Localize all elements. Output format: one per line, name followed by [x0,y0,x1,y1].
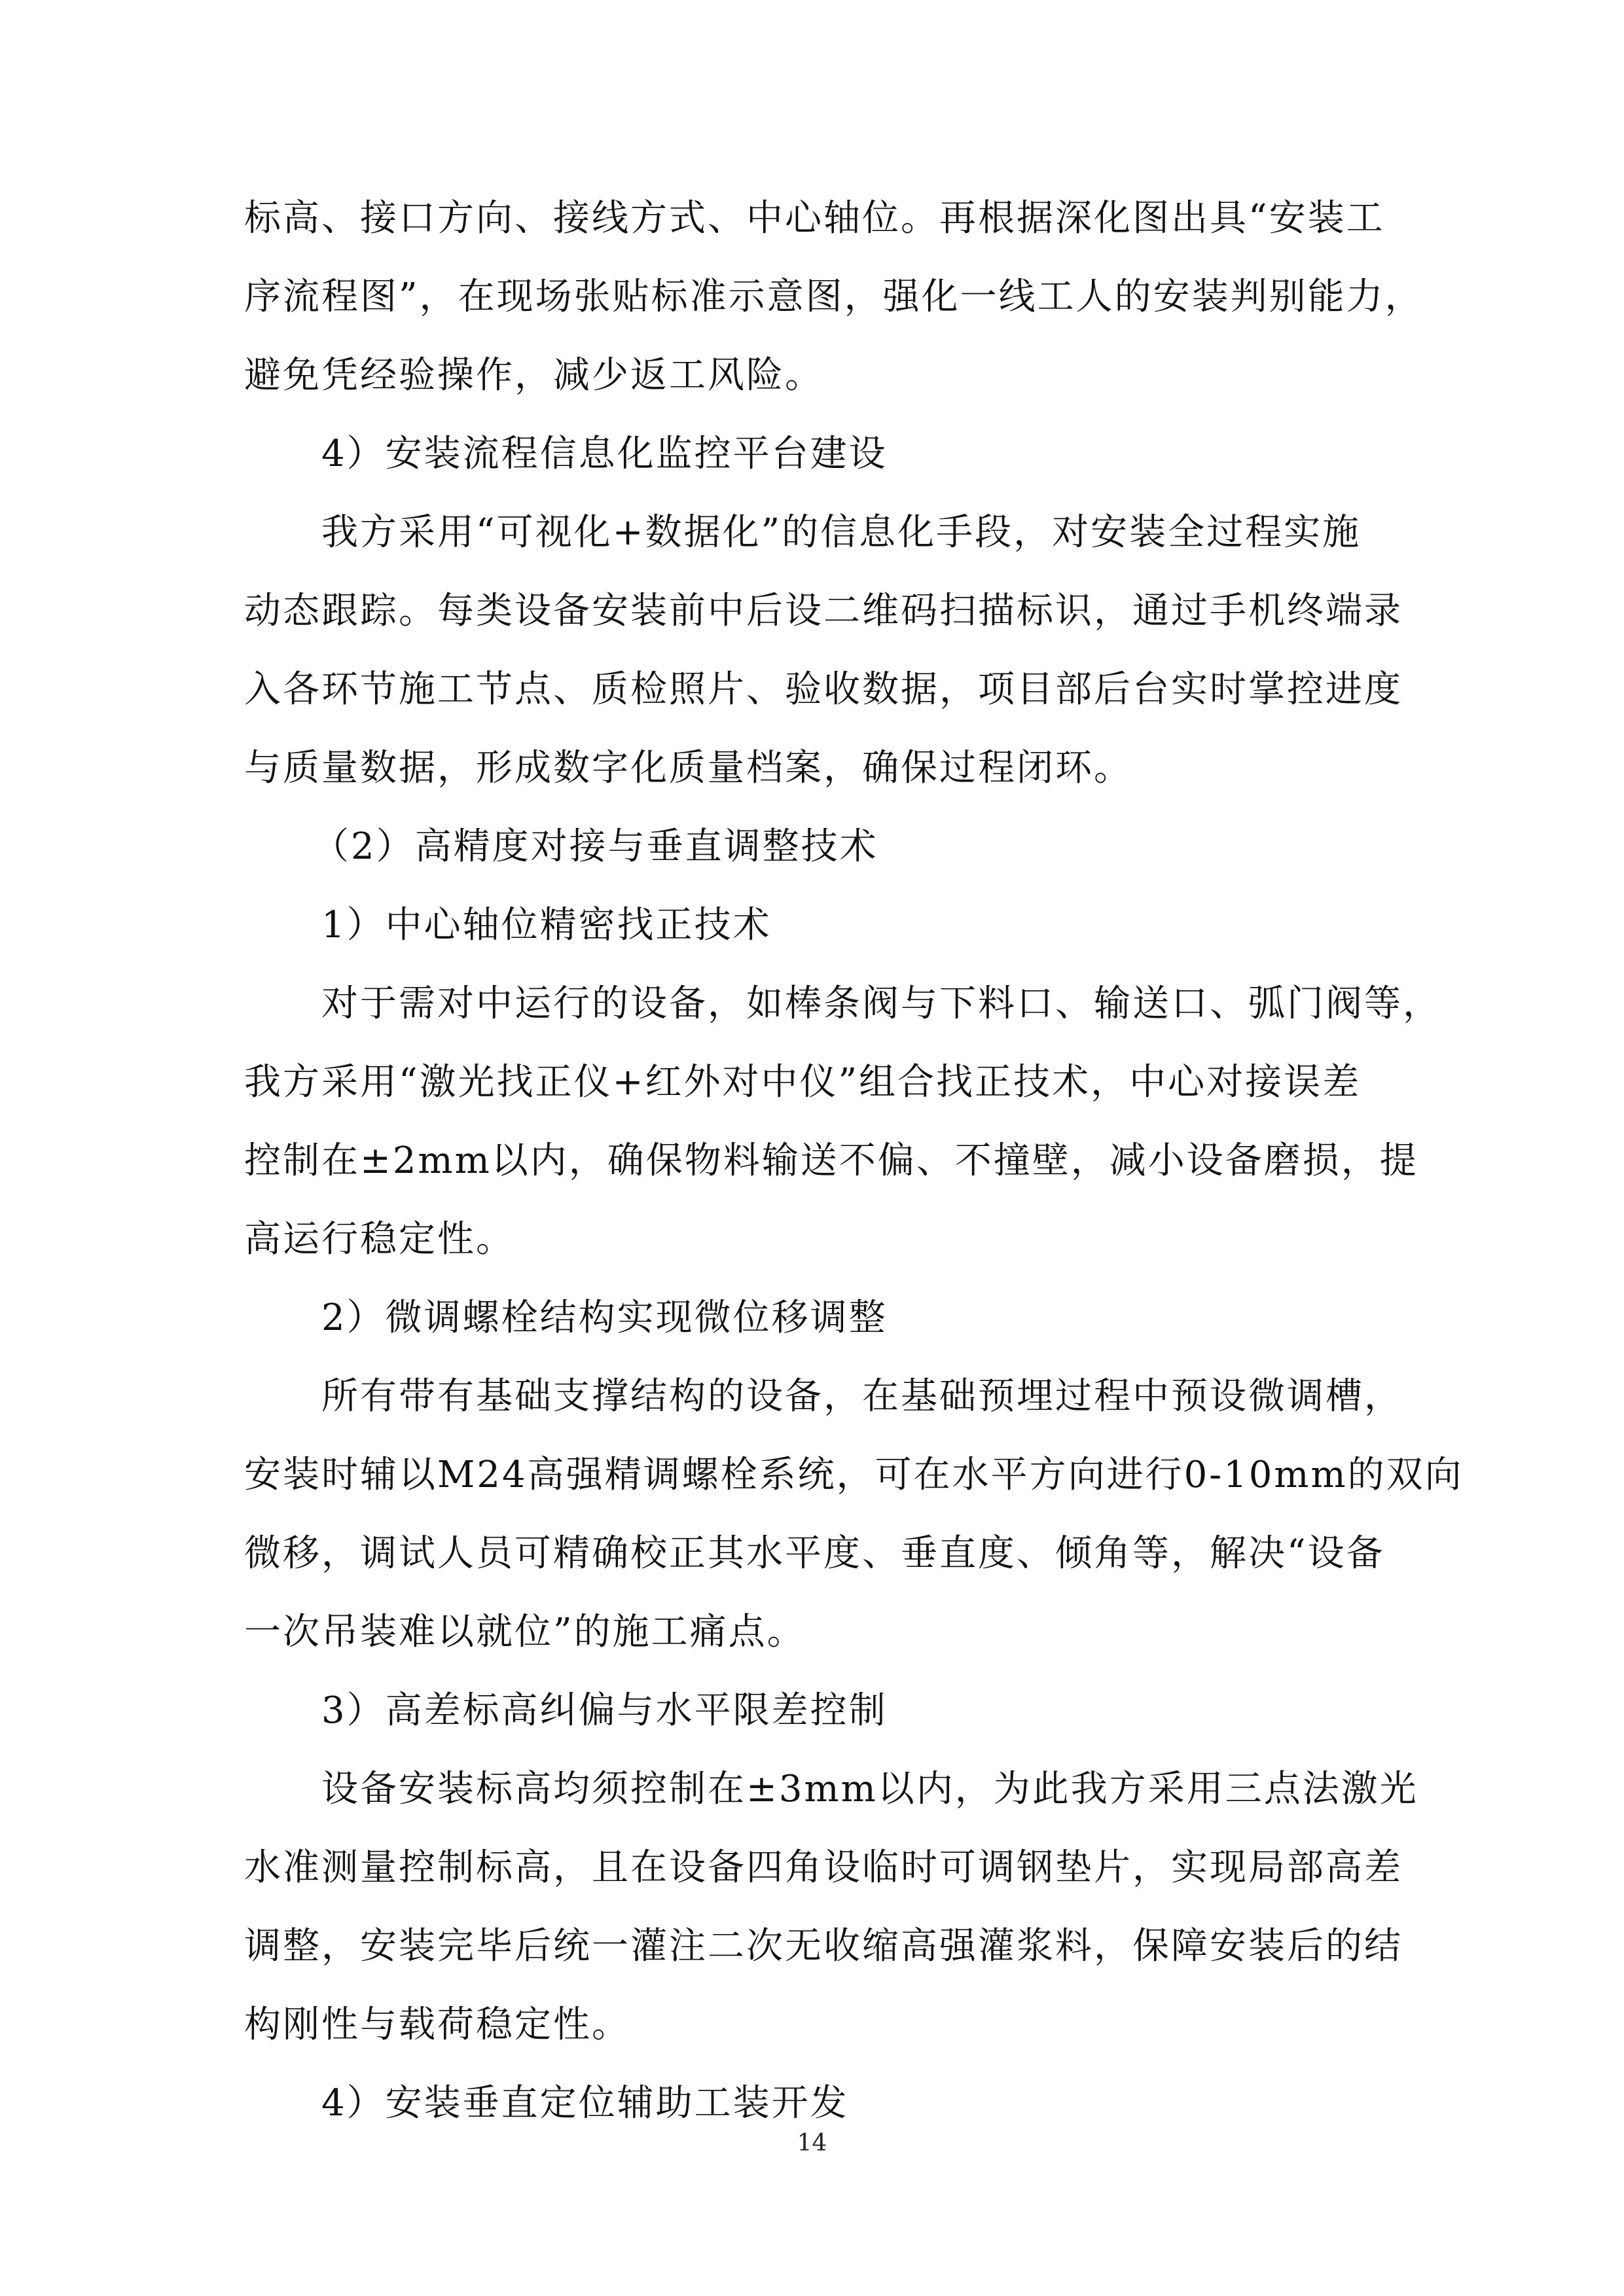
paragraph-line: 安装时辅以M24高强精调螺栓系统，可在水平方向进行0-10mm的双向 [244,1454,1464,1496]
section-heading: 3）高差标高纠偏与水平限差控制 [321,1689,888,1732]
paragraph-line: 微移，调试人员可精确校正其水平度、垂直度、倾角等，解决“设备 [244,1532,1385,1575]
paragraph-line: 我方采用“可视化+数据化”的信息化手段，对安装全过程实施 [321,511,1362,554]
paragraph-line: 标高、接口方向、接线方式、中心轴位。再根据深化图出具“安装工 [244,197,1385,240]
section-heading: （2）高精度对接与垂直调整技术 [312,825,878,868]
page-number: 14 [797,2130,827,2157]
paragraph-line: 序流程图”，在现场张贴标准示意图，强化一线工人的安装判别能力， [244,276,1424,318]
paragraph-line: 水准测量控制标高，且在设备四角设临时可调钢垫片，实现局部高差 [244,1846,1403,1889]
paragraph-line: 控制在±2mm以内，确保物料输送不偏、不撞壁，减小设备磨损，提 [244,1139,1418,1182]
section-heading: 4）安装垂直定位辅助工装开发 [321,2082,849,2125]
paragraph-line: 构刚性与载荷稳定性。 [244,2003,630,2046]
paragraph-line: 与质量数据，形成数字化质量档案，确保过程闭环。 [244,747,1132,789]
paragraph-line: 我方采用“激光找正仪+红外对中仪”组合找正技术，中心对接误差 [244,1061,1362,1103]
section-heading: 4）安装流程信息化监控平台建设 [321,433,888,475]
paragraph-line: 避免凭经验操作，减少返工风险。 [244,354,823,397]
paragraph-line: 调整，安装完毕后统一灌注二次无收缩高强灌浆料，保障安装后的结 [244,1925,1403,1967]
paragraph-line: 设备安装标高均须控制在±3mm以内，为此我方采用三点法激光 [321,1768,1418,1810]
section-heading: 1）中心轴位精密找正技术 [321,904,772,946]
section-heading: 2）微调螺栓结构实现微位移调整 [321,1297,888,1339]
paragraph-line: 所有带有基础支撑结构的设备，在基础预埋过程中预设微调槽， [321,1375,1403,1418]
body-text [244,179,1464,2143]
paragraph-line: 一次吊装难以就位”的施工痛点。 [244,1611,806,1653]
paragraph-line: 动态跟踪。每类设备安装前中后设二维码扫描标识，通过手机终端录 [244,590,1403,632]
paragraph-line: 入各环节施工节点、质检照片、验收数据，项目部后台实时掌控进度 [244,668,1403,711]
paragraph-line: 高运行稳定性。 [244,1218,514,1261]
paragraph-line: 对于需对中运行的设备，如棒条阀与下料口、输送口、弧门阀等， [321,982,1441,1025]
